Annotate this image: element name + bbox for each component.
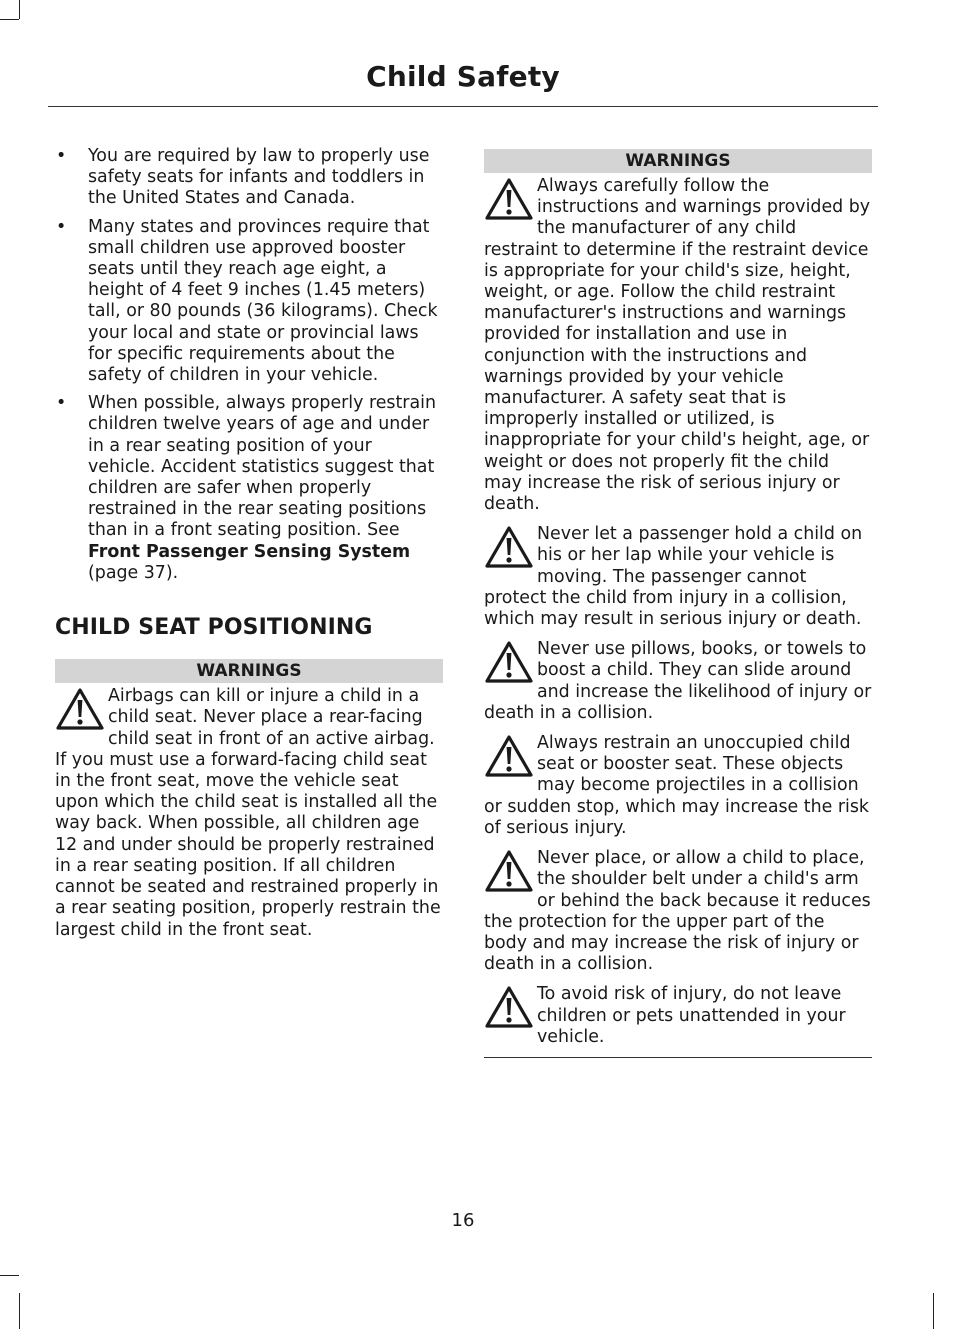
warning-item [484,848,872,975]
right-column [484,149,872,1058]
page-title: Child Safety [366,60,560,93]
warning-triangle-icon [55,686,105,732]
warning-item [484,639,872,724]
warning-triangle-icon [484,639,534,685]
crop-mark [0,19,19,20]
warning-text: Always restrain an unoccupied child seat or booster seat. These objects may become projectiles in a collision or sudden stop, which may increase the risk of serious injury. [484,733,869,838]
title-divider [48,106,878,107]
warning-item [55,686,443,940]
warning-triangle-icon [484,733,534,779]
bullet-icon: • [56,146,67,166]
warning-text: Never use pillows, books, or towels to boost a child. They can slide around and increase the likelihood of injury or death in a collision. [484,639,872,723]
crop-mark [19,1293,20,1329]
warning-item [484,733,872,839]
warning-text: Never let a passenger hold a child on his or her lap while your vehicle is moving. The passenger cannot protect the child from injury in a collision, which may result in serious injury or death. [484,524,863,630]
warning-text: Always carefully follow the instructions and warnings provided by the manufacturer of any child restraint to determine if the restraint device is appropriate for your child's size, height, weight, or age. Follow the child restraint manufacturer's instructions and warnings provided for installation and use in conjunction with the instructions and warnings provided by your vehicle manufacturer. A safety seat that is improperly installed or utilized, is inappropriate for your child's height, age, or weight or does not properly fit the child may increase the risk of serious injury or death. [484,176,871,515]
bullet-text: When possible, always properly restrain children twelve years of age and under in a rear seating position of your vehicle. Accident statistics suggest that children are safer when properly restrained in the rear seating positions than in a front seating position. See [88,393,436,541]
page-reference: (page 37). [88,562,179,583]
crop-mark [0,1275,19,1276]
bullet-icon: • [56,216,67,237]
crop-mark [933,1293,934,1329]
bullet-list [55,146,443,584]
warning-triangle-icon [484,524,534,570]
bullet-icon: • [56,393,67,414]
warning-triangle-icon [484,984,534,1030]
warnings-end-divider [484,1057,872,1058]
section-heading: CHILD SEAT POSITIONING [55,615,373,641]
cross-reference-link[interactable]: Front Passenger Sensing System [88,541,411,562]
warnings-header: WARNINGS [484,149,872,173]
warning-text: To avoid risk of injury, do not leave children or pets unattended in your vehicle. [537,984,846,1047]
warning-text: Airbags can kill or injure a child in a child seat. Never place a rear-facing child seat in front of an active airbag. If you must use a forward-facing child seat in the front seat, move the vehicle seat upon which the child seat is installed all the way back. When possible, all children age 12 and under should be properly restrained in a rear seating position. If all children cannot be seated and restrained properly in a rear seating position, properly restrain the largest child in the front seat. [55,686,441,940]
warning-item [484,176,872,515]
warning-triangle-icon [484,176,534,222]
warning-item [484,524,872,630]
warning-triangle-icon [484,848,534,894]
left-column [55,146,443,950]
warnings-header: WARNINGS [55,659,443,683]
list-item [55,217,443,387]
list-item [55,146,443,210]
warning-text: Never place, or allow a child to place, the shoulder belt under a child's arm or behind the back because it reduces the protection for the upper part of the body and may increase the risk of injury or death in a collision. [484,848,871,975]
page-number: 16 [451,1210,475,1231]
bullet-text: You are required by law to properly use safety seats for infants and toddlers in the United States and Canada. [88,146,430,209]
crop-mark [19,0,20,19]
bullet-text: Many states and provinces require that small children use approved booster seats until they reach age eight, a height of 4 feet 9 inches (1.45 meters) tall, or 80 pounds (36 kilograms). Check your local and state or provincial laws for specific requirements about the safety of children in your vehicle. [88,216,438,386]
warning-item [484,984,872,1048]
list-item [55,393,443,584]
